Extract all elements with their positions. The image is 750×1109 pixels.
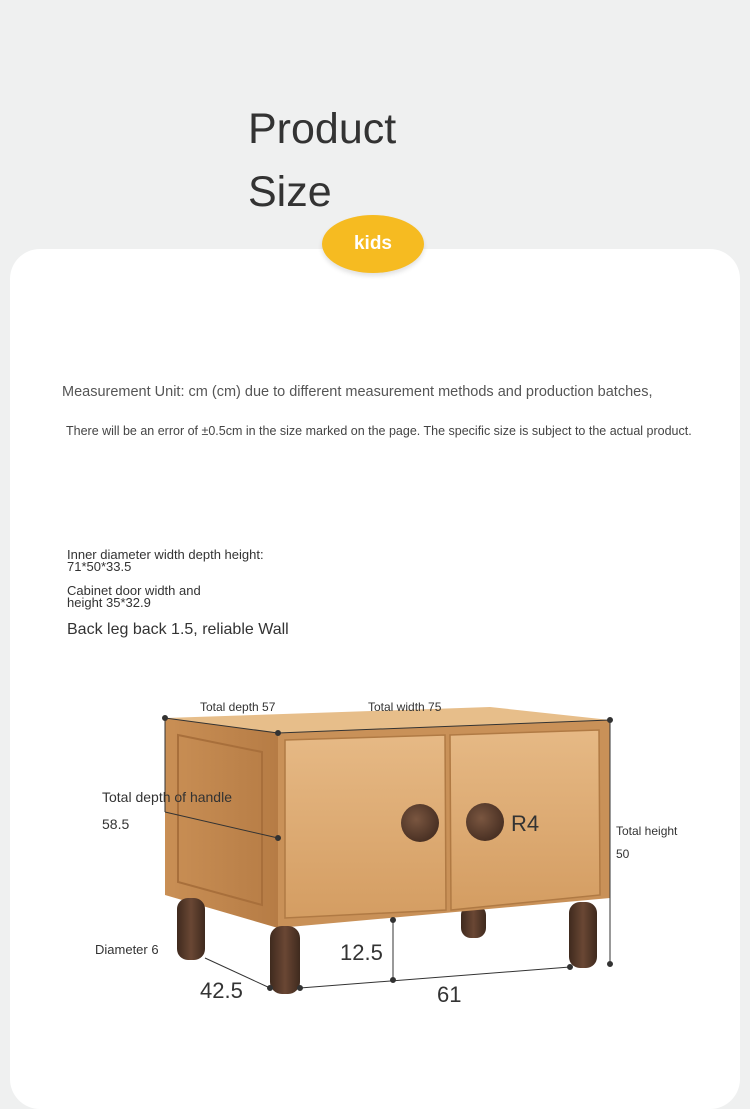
total-depth-label: Total depth 57 xyxy=(200,700,276,714)
handle-radius-label: R4 xyxy=(511,811,540,836)
inner-spec-line-2: 71*50*33.5 xyxy=(67,559,132,574)
back-leg-note: Back leg back 1.5, reliable Wall xyxy=(67,621,289,638)
total-height-label: Total height xyxy=(616,824,678,838)
dim-dot xyxy=(276,731,281,736)
leg-height-label: 12.5 xyxy=(340,940,383,965)
dim-dot xyxy=(568,965,573,970)
dim-dot xyxy=(608,962,613,967)
total-height-value: 50 xyxy=(616,847,630,861)
leg-width-line xyxy=(300,967,570,988)
dim-dot xyxy=(608,718,613,723)
inner-spec-line-1: Inner diameter width depth height: xyxy=(67,547,264,562)
left-door-knob xyxy=(401,804,439,842)
front-leg-right xyxy=(569,902,597,968)
right-door-knob xyxy=(466,803,504,841)
title-line-2: Size xyxy=(248,168,332,216)
dim-dot xyxy=(268,986,273,991)
leg-diameter-label: Diameter 6 xyxy=(95,942,159,957)
front-leg-left-side xyxy=(177,898,205,960)
door-spec-line-1: Cabinet door width and xyxy=(67,583,201,598)
dim-dot xyxy=(391,978,396,983)
total-width-label: Total width 75 xyxy=(368,700,442,714)
front-leg-left xyxy=(270,926,300,994)
leg-width-span-label: 61 xyxy=(437,982,462,1007)
handle-depth-value: 58.5 xyxy=(102,816,130,832)
title-line-1: Product xyxy=(248,105,397,153)
kids-badge: kids xyxy=(322,215,424,273)
dim-dot xyxy=(276,836,281,841)
handle-depth-label: Total depth of handle xyxy=(102,789,232,805)
dim-dot xyxy=(298,986,303,991)
dim-dot xyxy=(163,716,168,721)
door-spec-line-2: height 35*32.9 xyxy=(67,595,151,610)
measurement-unit-note: Measurement Unit: cm (cm) due to different measurement methods and production batches, xyxy=(62,384,653,400)
leg-depth-span-label: 42.5 xyxy=(200,978,243,1003)
error-note: There will be an error of ±0.5cm in the size marked on the page. The specific size is subject to the actual product. xyxy=(66,424,692,438)
dim-dot xyxy=(391,918,396,923)
